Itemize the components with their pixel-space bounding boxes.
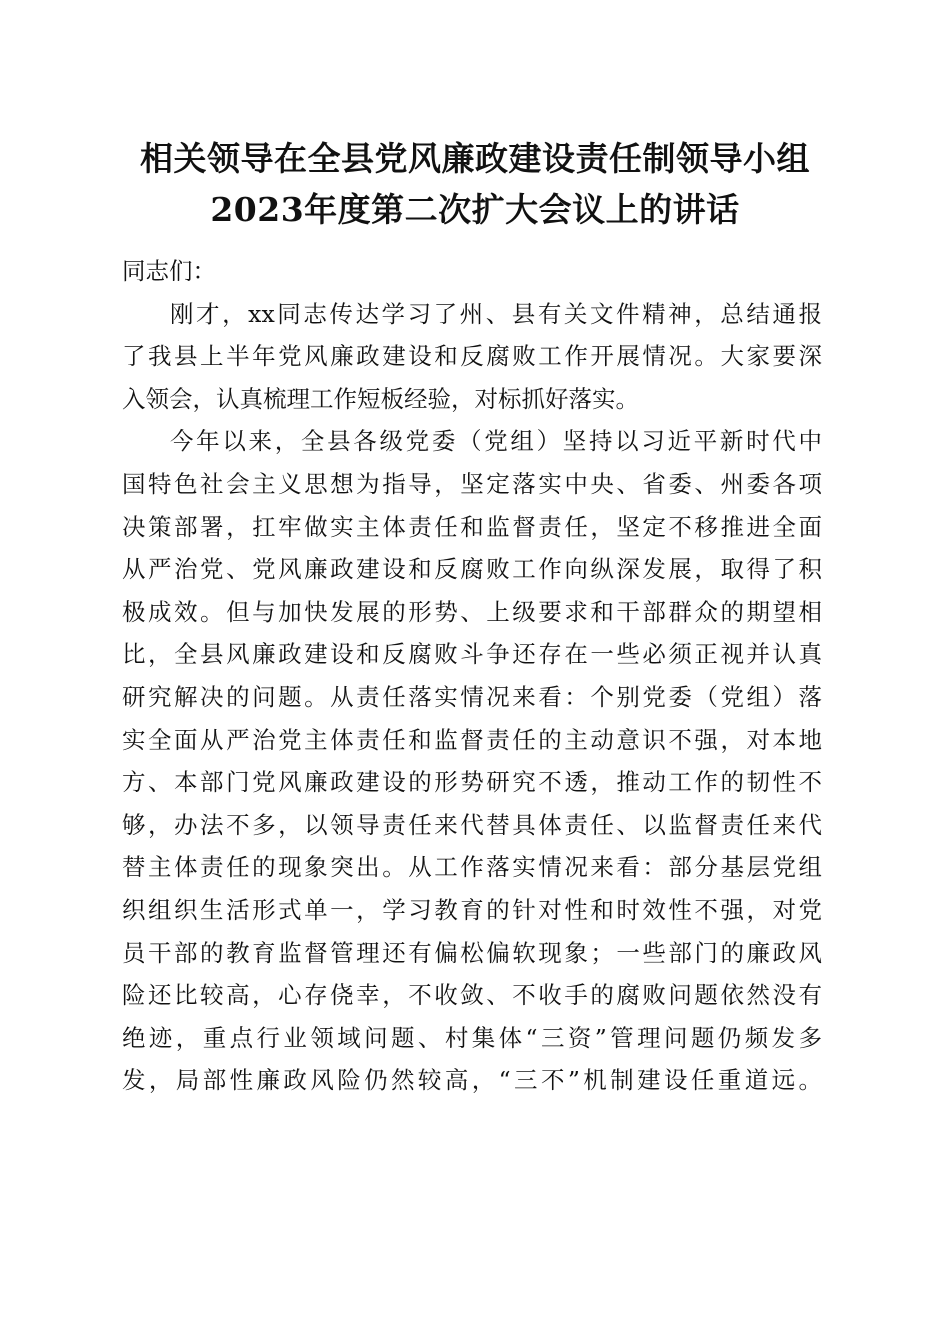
paragraph-line: 绝迹，重点行业领域问题、村集体“三资”管理问题仍频发多 (122, 1023, 822, 1052)
document-title (100, 133, 850, 235)
paragraph-line: 刚才，xx同志传达学习了州、县有关文件精神，总结通报 (170, 299, 822, 328)
title-line-1: 相关领导在全县党风廉政建设责任制领导小组 (140, 139, 810, 178)
paragraph-2 (122, 420, 822, 1102)
paragraph-line: 发，局部性廉政风险仍然较高，“三不”机制建设任重道远。 (122, 1066, 822, 1095)
paragraph-1 (122, 293, 822, 421)
paragraph-line: 决策部署，扛牢做实主体责任和监督责任，坚定不移推进全面 (122, 512, 822, 541)
paragraph-line: 员干部的教育监督管理还有偏松偏软现象；一些部门的廉政风 (122, 938, 822, 967)
paragraph-line: 入领会，认真梳理工作短板经验，对标抓好落实。 (122, 384, 639, 413)
paragraph-line: 方、本部门党风廉政建设的形势研究不透，推动工作的韧性不 (122, 768, 822, 797)
paragraph-line: 织组织生活形式单一，学习教育的针对性和时效性不强，对党 (122, 895, 822, 924)
paragraph-line: 从严治党、党风廉政建设和反腐败工作向纵深发展，取得了积 (122, 555, 822, 584)
paragraph-line: 今年以来，全县各级党委（党组）坚持以习近平新时代中 (170, 427, 822, 456)
title-line-2: 2023年度第二次扩大会议上的讲话 (210, 190, 740, 229)
document-body (122, 250, 822, 1102)
paragraph-line: 了我县上半年党风廉政建设和反腐败工作开展情况。大家要深 (122, 342, 822, 371)
paragraph-line: 比，全县风廉政建设和反腐败斗争还存在一些必须正视并认真 (122, 640, 822, 669)
paragraph-line: 研究解决的问题。从责任落实情况来看：个别党委（党组）落 (122, 682, 822, 711)
paragraph-line: 替主体责任的现象突出。从工作落实情况来看：部分基层党组 (122, 853, 822, 882)
salutation: 同志们： (122, 257, 216, 285)
paragraph-line: 险还比较高，心存侥幸，不收敛、不收手的腐败问题依然没有 (122, 981, 822, 1010)
paragraph-line: 国特色社会主义思想为指导，坚定落实中央、省委、州委各项 (122, 469, 822, 498)
paragraph-line: 实全面从严治党主体责任和监督责任的主动意识不强，对本地 (122, 725, 822, 754)
paragraph-line: 够，办法不多，以领导责任来代替具体责任、以监督责任来代 (122, 810, 822, 839)
paragraph-line: 极成效。但与加快发展的形势、上级要求和干部群众的期望相 (122, 597, 822, 626)
